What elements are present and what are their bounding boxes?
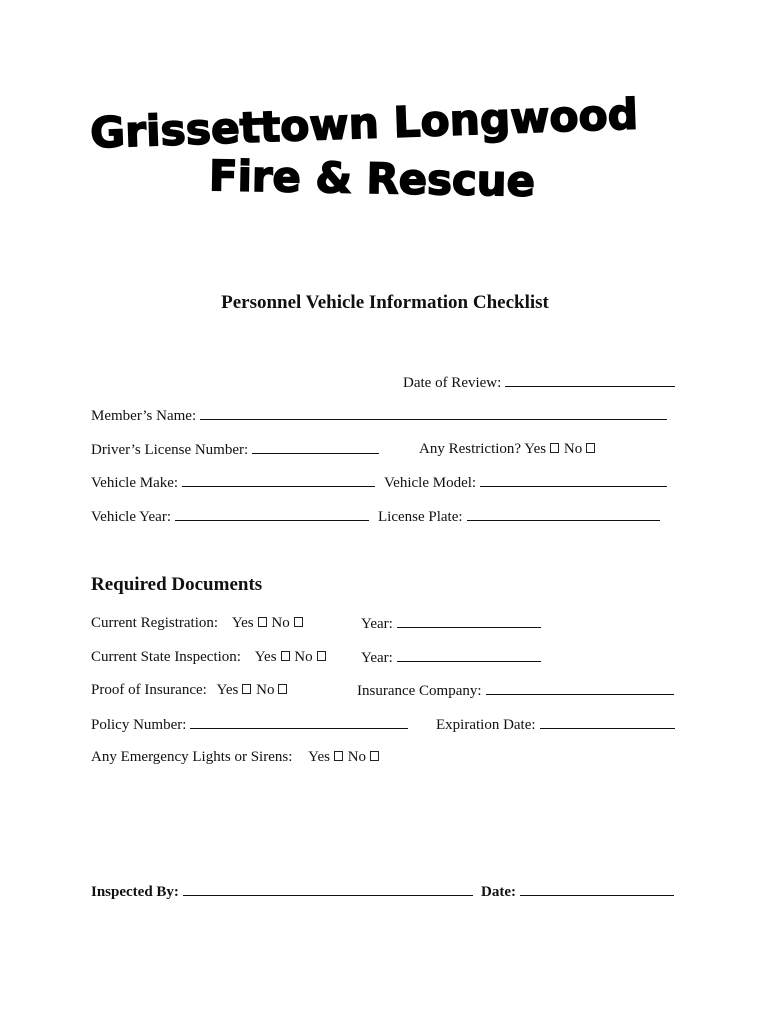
- proof-of-insurance-row: [91, 681, 288, 699]
- date-of-review-row: [403, 373, 675, 392]
- emergency-no-checkbox[interactable]: [370, 751, 379, 761]
- vehicle-year-label: Vehicle Year:: [91, 509, 171, 525]
- license-plate-field[interactable]: [467, 507, 660, 521]
- inspection-year-field[interactable]: [397, 648, 541, 662]
- license-plate-label: License Plate:: [378, 509, 463, 525]
- restriction-no-checkbox[interactable]: [586, 443, 595, 453]
- vehicle-make-field[interactable]: [182, 473, 375, 487]
- registration-yes-checkbox[interactable]: [258, 617, 267, 627]
- insurance-company-label: Insurance Company:: [357, 683, 482, 699]
- restriction-no-label: No: [563, 441, 583, 457]
- vehicle-year-field[interactable]: [175, 507, 369, 521]
- current-registration-row: [91, 614, 304, 632]
- state-inspection-label: Current State Inspection:: [91, 649, 241, 665]
- drivers-license-row: [91, 440, 379, 459]
- emergency-yes-checkbox[interactable]: [334, 751, 343, 761]
- vehicle-model-row: [384, 473, 667, 492]
- insurance-no-checkbox[interactable]: [278, 684, 287, 694]
- date-of-review-field[interactable]: [505, 373, 675, 387]
- registration-year-row: [361, 614, 541, 633]
- policy-number-label: Policy Number:: [91, 717, 187, 733]
- registration-yes-label: Yes: [231, 615, 254, 631]
- insurance-yes-label: Yes: [216, 682, 239, 698]
- insurance-company-field[interactable]: [486, 681, 674, 695]
- expiration-date-field[interactable]: [540, 715, 675, 729]
- insurance-no-label: No: [256, 682, 275, 698]
- form-title: Personnel Vehicle Information Checklist: [221, 292, 549, 313]
- member-name-label: Member’s Name:: [91, 408, 197, 424]
- vehicle-make-label: Vehicle Make:: [91, 475, 179, 491]
- registration-year-field[interactable]: [397, 614, 541, 628]
- vehicle-model-field[interactable]: [480, 473, 667, 487]
- emergency-yes-label: Yes: [308, 749, 330, 765]
- vehicle-year-row: [91, 507, 369, 526]
- license-plate-row: [378, 507, 660, 526]
- inspection-no-label: No: [294, 649, 313, 665]
- inspection-no-checkbox[interactable]: [317, 651, 326, 661]
- member-name-row: [91, 406, 667, 425]
- org-name-line2: Fire & Rescue: [208, 151, 537, 206]
- member-name-field[interactable]: [200, 406, 667, 420]
- inspected-by-label: Inspected By:: [91, 884, 179, 900]
- date-of-review-label: Date of Review:: [403, 375, 502, 391]
- inspected-by-row: [91, 882, 473, 901]
- proof-of-insurance-label: Proof of Insurance:: [91, 682, 207, 698]
- registration-year-label: Year:: [361, 616, 393, 632]
- organization-logo: [0, 0, 770, 220]
- restriction-label: Any Restriction?: [419, 441, 522, 457]
- inspection-date-row: [481, 882, 674, 901]
- insurance-company-row: [357, 681, 674, 700]
- state-inspection-row: [91, 648, 327, 666]
- vehicle-make-row: [91, 473, 375, 492]
- drivers-license-field[interactable]: [252, 440, 379, 454]
- drivers-license-label: Driver’s License Number:: [91, 442, 249, 458]
- vehicle-model-label: Vehicle Model:: [384, 475, 477, 491]
- required-documents-heading: Required Documents: [91, 574, 263, 595]
- inspection-date-label: Date:: [481, 884, 516, 900]
- registration-no-label: No: [271, 615, 290, 631]
- policy-number-row: [91, 715, 408, 734]
- emergency-lights-label: Any Emergency Lights or Sirens:: [91, 749, 293, 765]
- emergency-lights-row: [91, 748, 380, 766]
- inspection-yes-label: Yes: [254, 649, 277, 665]
- restriction-yes-checkbox[interactable]: [550, 443, 559, 453]
- expiration-date-label: Expiration Date:: [436, 717, 536, 733]
- insurance-yes-checkbox[interactable]: [242, 684, 251, 694]
- inspection-year-row: [361, 648, 541, 667]
- org-name-line1: Grissettown Longwood: [89, 89, 634, 158]
- inspected-by-field[interactable]: [183, 882, 473, 896]
- current-registration-label: Current Registration:: [91, 615, 219, 631]
- policy-number-field[interactable]: [190, 715, 408, 729]
- inspection-yes-checkbox[interactable]: [281, 651, 290, 661]
- restriction-row: [419, 440, 596, 458]
- registration-no-checkbox[interactable]: [294, 617, 303, 627]
- inspection-date-field[interactable]: [520, 882, 674, 896]
- emergency-no-label: No: [347, 749, 367, 765]
- restriction-yes-label: Yes: [524, 441, 547, 457]
- expiration-date-row: [436, 715, 675, 734]
- inspection-year-label: Year:: [361, 650, 393, 666]
